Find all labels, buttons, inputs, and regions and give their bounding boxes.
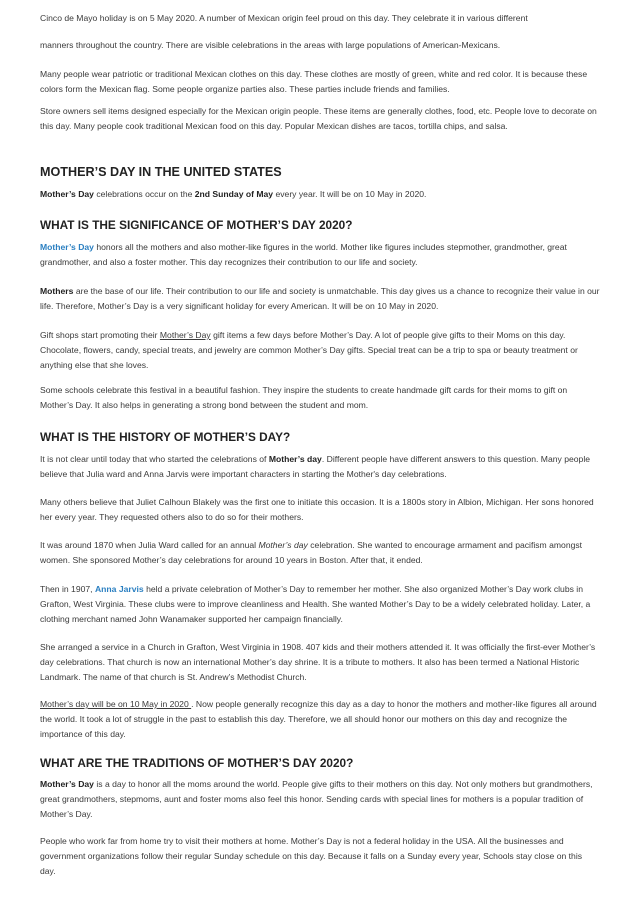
paragraph-text: Then in 1907,: [40, 584, 95, 594]
mothers-day-gift-link[interactable]: Mother’s Day: [159, 330, 211, 340]
paragraph-text: celebrations occur on the: [93, 189, 195, 199]
paragraph-text: manners throughout the country. There are visible celebrations in the areas with large populations of American-Mexicans.: [40, 40, 501, 50]
paragraph-text: gift items a few days before Mother’s Day. A lot of people give gifts to their Moms on this day. Chocolate, flowers, candy, special treats, and jewelry are common Mother’s Day gifts. Special treat can be a trip to spa or beauty treatment or anything else that she loves.: [40, 330, 578, 370]
paragraph-text: Store owners sell items designed especially for the Mexican origin people. These items are generally clothes, food, etc. People love to decorate on this day. Many people cook traditional Mexican food on this day. Popular Mexican dishes are tacos, tortilla chips, and salsa.: [40, 106, 597, 131]
heading-history: WHAT IS THE HISTORY OF MOTHER’S DAY?: [40, 430, 291, 444]
paragraph-text: . Now people generally recognize this day as a day to honor the mothers and mother-like figures all around the world. It took a lot of struggle in the past to establish this day. Therefore, we all should honor our mothers on this day and recognize the importance of this day.: [40, 699, 597, 739]
paragraph-text: is a day to honor all the moms around the world. People give gifts to their mothers on this day. Not only mothers but grandmothers, great grandmothers, stepmoms, aunt and foster moms also feel this honor. Sending cards with special lines for mothers is a popular tradition of Mother’s Day.: [40, 779, 593, 819]
paragraph-significance-4: [40, 383, 600, 413]
bold-text: Mother’s Day: [40, 189, 94, 199]
paragraph-text: . Different people have different answers to this question. Many people believe that Julia ward and Anna Jarvis were important characters in starting the Mother's day celebrations.: [40, 454, 591, 479]
paragraph-cinco-3: [40, 104, 600, 134]
paragraph-history-5: [40, 640, 600, 684]
heading-traditions: WHAT ARE THE TRADITIONS OF MOTHER’S DAY 2020?: [40, 756, 354, 770]
paragraph-text: honors all the mothers and also mother-like figures in the world. Mother like figures includes stepmother, grandmother, great grandmother, and also a foster mother. This day recognizes their contribution to our life and society.: [40, 242, 567, 267]
paragraph-text: Many people wear patriotic or traditional Mexican clothes on this day. These clothes are mostly of green, white and red color. It is because these colors form the Mexican flag. Some people organize parties also. These parties include friends and families.: [40, 69, 588, 94]
paragraph-history-4: [40, 582, 600, 626]
paragraph-cinco-2: [40, 67, 600, 97]
heading-significance: WHAT IS THE SIGNIFICANCE OF MOTHER’S DAY 2020?: [40, 218, 353, 232]
paragraph-traditions-1: [40, 777, 600, 821]
paragraph-significance-1: [40, 240, 600, 270]
bold-text: Mother’s Day: [40, 779, 94, 789]
paragraph-text: Some schools celebrate this festival in a beautiful fashion. They inspire the students to create handmade gift cards for their moms to gift on Mother’s Day. It also helps in generating a strong bond between the student and mom.: [40, 385, 568, 410]
paragraph-significance-3: [40, 328, 600, 372]
paragraph-traditions-2: [40, 834, 600, 878]
mothers-day-link[interactable]: Mother’s Day: [40, 242, 94, 252]
paragraph-history-3: [40, 538, 600, 568]
paragraph-text: Cinco de Mayo holiday is on 5 May 2020. A number of Mexican origin feel proud on this day. They celebrate it in various different: [40, 13, 528, 23]
paragraph-history-1: [40, 452, 600, 482]
paragraph-significance-2: [40, 284, 600, 314]
paragraph-text: People who work far from home try to visit their mothers at home. Mother’s Day is not a federal holiday in the USA. All the businesses and government organizations follow their regular Sunday schedule on this day. Because it falls on a Sunday every year, Schools stay close on this day.: [40, 836, 583, 876]
paragraph-text: every year. It will be on 10 May in 2020.: [273, 189, 427, 199]
bold-text: Mother’s day: [268, 454, 322, 464]
heading-mothers-day-us: MOTHER’S DAY IN THE UNITED STATES: [40, 165, 282, 179]
paragraph-cut-top: [40, 11, 600, 25]
paragraph-text: It was around 1870 when Julia Ward called for an annual: [40, 540, 259, 550]
paragraph-text: held a private celebration of Mother’s Day to remember her mother. She also organized Mother’s Day work clubs in Grafton, West Virginia. These clubs were to improve cleanliness and Health. She wanted Mother’s Day to be a widely celebrated holiday. Later, a clothing merchant named John Wanamaker supported her campaign financially.: [40, 584, 591, 624]
paragraph-history-6: [40, 697, 600, 741]
paragraph-mothers-day-date: [40, 187, 600, 202]
bold-text: 2nd Sunday of May: [194, 189, 274, 199]
paragraph-text: celebration. She wanted to encourage armament and pacifism amongst women. She sponsored Mother’s day celebrations for around 10 years in Boston. After that, it ended.: [40, 540, 583, 565]
paragraph-history-2: [40, 495, 600, 525]
bold-text: Mothers: [40, 286, 74, 296]
paragraph-text: Many others believe that Juliet Calhoun Blakely was the first one to initiate this occasion. It is a 1800s story in Albion, Michigan. Her sons honored her every year. They requested others also to do so for their mothers.: [40, 497, 594, 522]
anna-jarvis-link[interactable]: Anna Jarvis: [94, 584, 144, 594]
italic-text: Mother’s day: [258, 540, 308, 550]
paragraph-text: Gift shops start promoting their: [40, 330, 160, 340]
paragraph-text: It is not clear until today that who started the celebrations of: [40, 454, 269, 464]
paragraph-cinco-1: [40, 38, 600, 53]
paragraph-text: are the base of our life. Their contribution to our life and society is unmatchable. This day gives us a chance to recognize their value in our life. Therefore, Mother’s Day is a very significant holiday for every American. It will be on 10 May in 2020.: [40, 286, 600, 311]
mothers-day-date-link[interactable]: Mother’s day will be on 10 May in 2020: [40, 699, 192, 709]
paragraph-text: She arranged a service in a Church in Grafton, West Virginia in 1908. 407 kids and their mothers attended it. It was officially the first-ever Mother’s day celebrations. That church is now an international Mother’s day shrine. It is a tribute to mothers. It also has been termed a National Historic Landmark. The name of that church is St. Andrew’s Methodist Church.: [40, 642, 596, 682]
